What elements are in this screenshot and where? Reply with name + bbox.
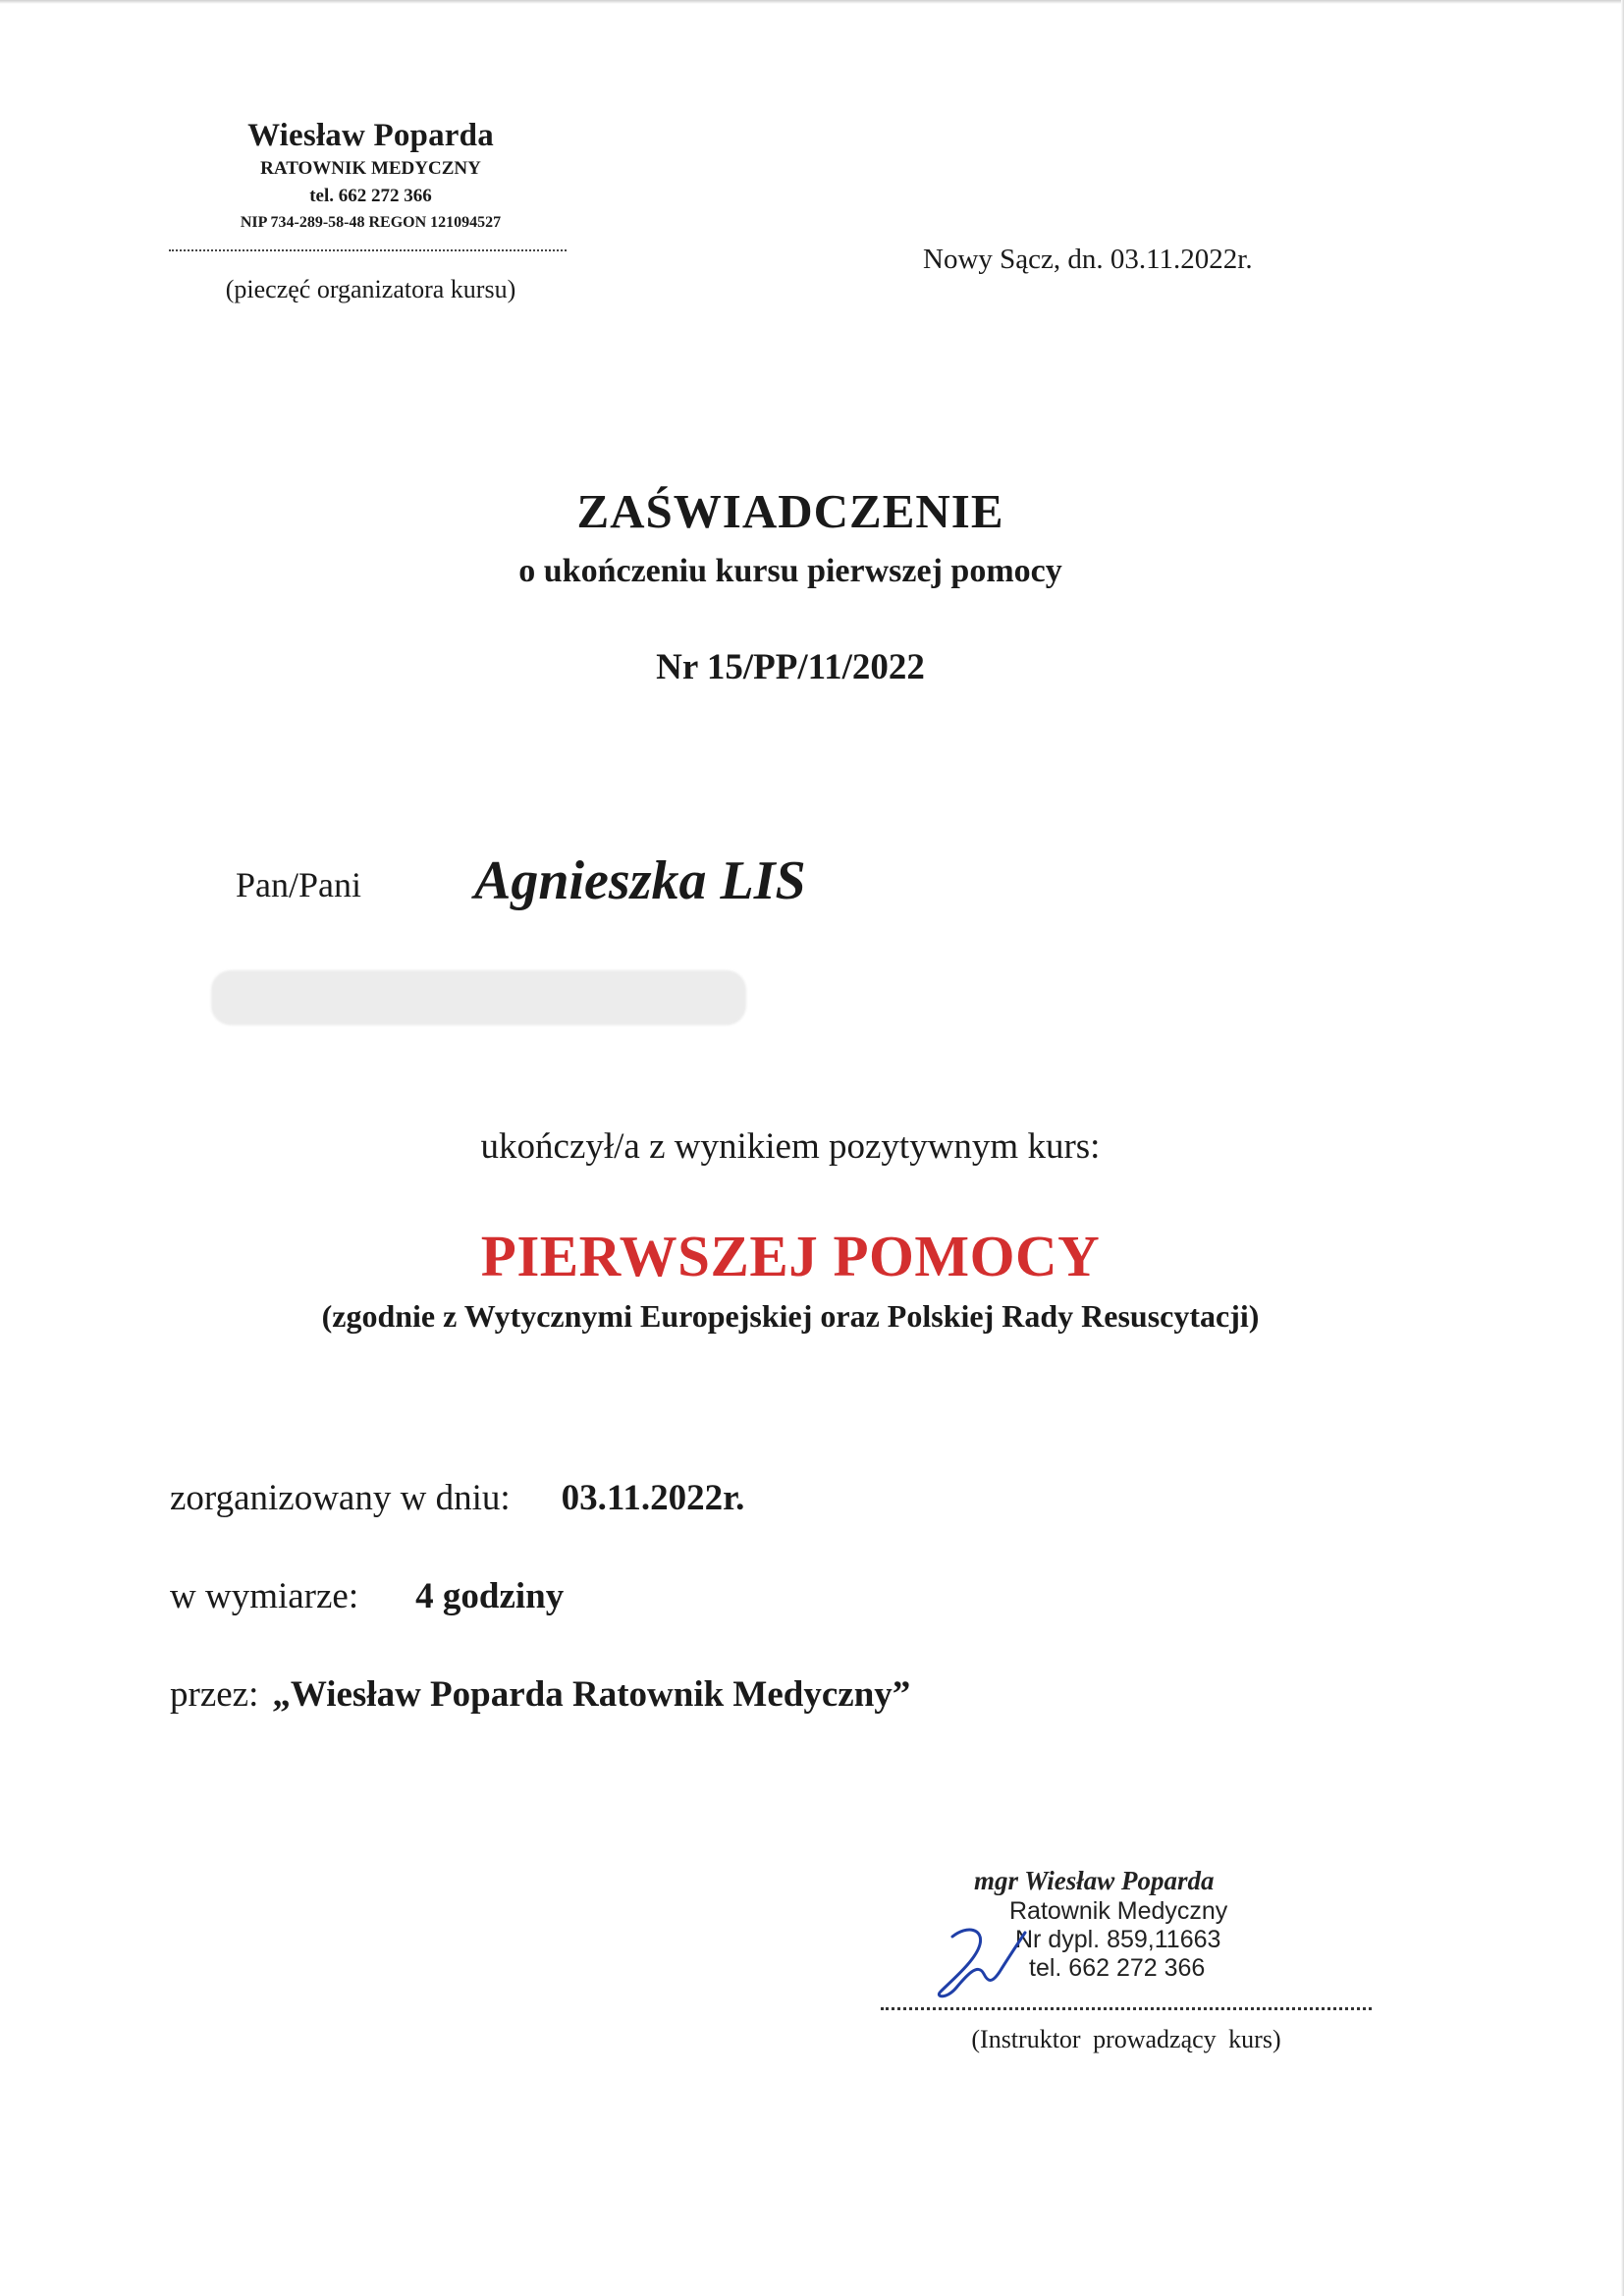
hours-label: w wymiarze: — [170, 1576, 359, 1616]
detail-organizer-row — [170, 1673, 910, 1716]
detail-date-row — [170, 1477, 744, 1519]
recipient-name: Agnieszka LIS — [474, 850, 806, 911]
certificate-number: Nr 15/PP/11/2022 — [656, 647, 925, 687]
document-title: ZAŚWIADCZENIE — [576, 484, 1004, 538]
redacted-field — [211, 970, 746, 1025]
organizer-label: przez: — [170, 1674, 259, 1715]
scan-edge-top — [0, 0, 1624, 4]
organizer-tax-ids: NIP 734-289-58-48 REGON 121094527 — [240, 214, 502, 231]
document-subtitle: o ukończeniu kursu pierwszej pomocy — [518, 553, 1062, 589]
handwritten-signature — [923, 1923, 1031, 2003]
organizer-phone: tel. 662 272 366 — [309, 186, 432, 206]
organizer-value: „Wiesław Poparda Ratownik Medyczny” — [272, 1674, 911, 1715]
course-guidelines-note: (zgodnie z Wytycznymi Europejskiej oraz Polskiej Rady Resuscytacji) — [321, 1298, 1260, 1334]
organizer-name: Wiesław Poparda — [247, 118, 494, 153]
place-and-date: Nowy Sącz, dn. 03.11.2022r. — [923, 244, 1253, 275]
stamp-caption: (pieczęć organizatora kursu) — [225, 275, 516, 303]
instructor-role: Ratownik Medyczny — [1009, 1897, 1228, 1925]
detail-hours-row — [170, 1575, 564, 1617]
hours-value: 4 godziny — [415, 1576, 565, 1616]
signature-dotted-line — [881, 2007, 1372, 2010]
recipient-label: Pan/Pani — [236, 865, 362, 904]
completion-statement: ukończył/a z wynikiem pozytywnym kurs: — [480, 1126, 1101, 1167]
instructor-diploma: Nr dypl. 859,11663 — [1015, 1926, 1221, 1953]
stamp-dotted-line — [169, 249, 567, 251]
course-name: PIERWSZEJ POMOCY — [480, 1224, 1101, 1288]
signature-caption: (Instruktor prowadzący kurs) — [971, 2025, 1281, 2053]
date-label: zorganizowany w dniu: — [170, 1478, 511, 1518]
organizer-stamp — [167, 116, 574, 236]
instructor-phone: tel. 662 272 366 — [1029, 1954, 1206, 1982]
organizer-role: RATOWNIK MEDYCZNY — [260, 158, 481, 179]
instructor-name: mgr Wiesław Poparda — [974, 1866, 1215, 1895]
date-value: 03.11.2022r. — [561, 1478, 745, 1518]
